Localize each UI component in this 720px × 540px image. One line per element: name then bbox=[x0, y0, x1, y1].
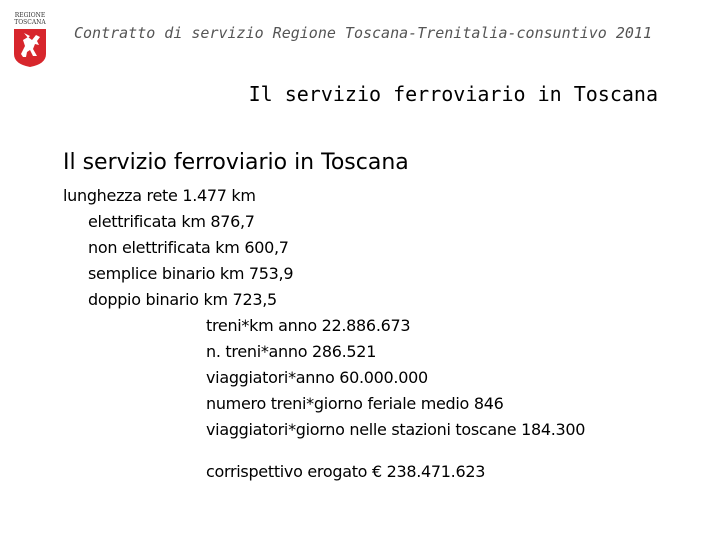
content-line-corrispettivo: corrispettivo erogato € 238.471.623 bbox=[206, 462, 486, 481]
content-line-viaggiatori-anno: viaggiatori*anno 60.000.000 bbox=[206, 368, 428, 387]
header-title: Contratto di servizio Regione Toscana-Trenitalia-consuntivo 2011 bbox=[74, 24, 652, 42]
content-line-treni-km: treni*km anno 22.886.673 bbox=[206, 316, 411, 335]
content-line-treni-giorno: numero treni*giorno feriale medio 846 bbox=[206, 394, 504, 413]
content-title: Il servizio ferroviario in Toscana bbox=[63, 150, 409, 175]
content-line-elettrificata: elettrificata km 876,7 bbox=[88, 212, 255, 231]
logo-text bbox=[10, 12, 50, 26]
content-line-doppio-binario: doppio binario km 723,5 bbox=[88, 290, 277, 309]
content-line-non-elettrificata: non elettrificata km 600,7 bbox=[88, 238, 289, 257]
content-line-semplice-binario: semplice binario km 753,9 bbox=[88, 264, 294, 283]
pegasus-shield-icon bbox=[13, 28, 47, 68]
content-line-rete: lunghezza rete 1.477 km bbox=[63, 186, 256, 205]
regione-toscana-logo bbox=[10, 12, 50, 70]
slide-title: Il servizio ferroviario in Toscana bbox=[248, 82, 658, 106]
logo-text-line1: REGIONE bbox=[14, 12, 46, 19]
logo-text-line2: TOSCANA bbox=[14, 19, 46, 26]
content-line-treni-anno: n. treni*anno 286.521 bbox=[206, 342, 377, 361]
content-line-viaggiatori-giorno: viaggiatori*giorno nelle stazioni toscane 184.300 bbox=[206, 420, 586, 439]
